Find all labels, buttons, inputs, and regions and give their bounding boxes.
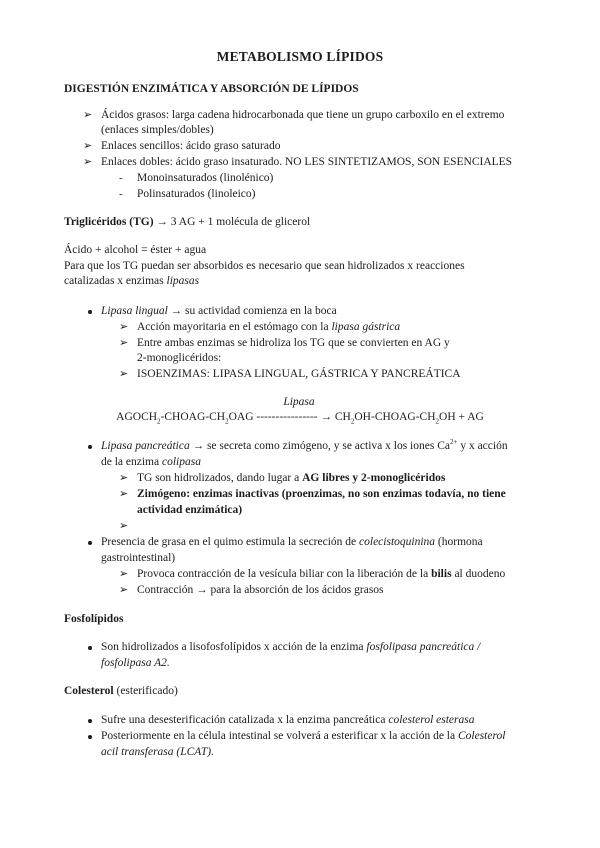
sublist-item-mono: Monoinsaturados (linolénico) — [137, 172, 274, 184]
dash-bullet-icon: - — [119, 172, 123, 184]
page-title: METABOLISMO LÍPIDOS — [216, 49, 384, 64]
posteriormente-line-1 — [101, 729, 505, 744]
fosfolipasa-term: fosfolipasa pancreática / — [366, 641, 481, 653]
calcium-superscript: 2+ — [449, 438, 458, 447]
bilis-term: bilis — [431, 568, 452, 580]
section-heading-fosfolipidos: Fosfolípidos — [64, 613, 124, 625]
bullet-dot-icon — [88, 445, 92, 449]
ag-libres-term: AG libres y 2-monoglicéridos — [302, 472, 446, 484]
arrow-bullet-icon: ➢ — [119, 337, 129, 349]
arrow-bullet-icon: ➢ — [83, 140, 93, 152]
lipasa-pancreatica-line — [101, 439, 508, 454]
provoca-line — [137, 567, 505, 582]
section-heading-digestion: DIGESTIÓN ENZIMÁTICA Y ABSORCIÓN DE LÍPIDOS — [64, 83, 359, 95]
entre-ambas-line-1: Entre ambas enzimas se hidroliza los TG que se convierten en AG y — [137, 337, 450, 349]
paragraph-line-2-text: catalizadas x enzimas — [64, 275, 167, 287]
arrow-bullet-icon: ➢ — [83, 109, 93, 121]
provoca-text-end: al duodeno — [451, 568, 506, 580]
lipasa-lingual-line — [101, 304, 337, 319]
hormona-text: (hormona — [435, 536, 483, 548]
fosfolipidos-line-1 — [101, 640, 480, 655]
reaction-subscript: 2 — [157, 417, 161, 426]
tg-hidrolizados-line — [137, 471, 445, 486]
reaction-equation — [0, 410, 600, 425]
colecistoquinina-term: colecistoquinina — [359, 536, 436, 548]
fosfolipidos-text: Son hidrolizados a lisofosfolípidos x acción de la enzima — [101, 641, 367, 653]
reaction-subscript: 2 — [225, 417, 229, 426]
colipasa-text: de la enzima — [101, 456, 162, 468]
zimogeno-line-2: actividad enzimática) — [137, 504, 243, 516]
reaction-enzyme-label: Lipasa — [283, 396, 315, 408]
ester-line: Ácido + alcohol = éster + agua — [64, 244, 207, 256]
reaction-part: OAG ---------------- → CH — [228, 411, 351, 423]
arrow-bullet-icon: ➢ — [119, 568, 129, 580]
bullet-dot-icon — [88, 310, 92, 314]
contraccion-line: Contracción → para la absorción de los ácidos grasos — [137, 584, 384, 596]
bullet-dot-icon — [88, 719, 92, 723]
gastrointestinal-line: gastrointestinal) — [101, 552, 176, 564]
arrow-bullet-icon: ➢ — [119, 368, 129, 380]
sublist-item-poli: Polinsaturados (linoleico) — [137, 188, 256, 200]
reaction-part: OH + AG — [439, 411, 484, 423]
trigliceridos-label: Triglicéridos (TG) — [64, 216, 154, 228]
list-item-enlaces-sencillos: Enlaces sencillos: ácido graso saturado — [101, 140, 281, 152]
reaction-part: -CHOAG-CH — [160, 411, 226, 423]
paragraph-line-1: Para que los TG puedan ser absorbidos es necesario que sean hidrolizados x reacciones — [64, 260, 465, 272]
list-item-acidos-grasos-cont: (enlaces simples/dobles) — [101, 124, 214, 136]
bullet-dot-icon — [88, 735, 92, 739]
bullet-dot-icon — [88, 646, 92, 650]
colesterol-term: Colesterol — [457, 730, 506, 742]
lipasa-lingual-text: → su actividad comienza en la boca — [167, 305, 337, 317]
colipasa-line — [101, 455, 201, 470]
dash-bullet-icon: - — [119, 188, 123, 200]
reaction-part: OH-CHOAG-CH — [354, 411, 436, 423]
arrow-bullet-icon: ➢ — [83, 156, 93, 168]
arrow-bullet-icon: ➢ — [119, 520, 129, 532]
arrow-bullet-icon: ➢ — [119, 584, 129, 596]
arrow-bullet-icon: ➢ — [119, 472, 129, 484]
trigliceridos-text: → 3 AG + 1 molécula de glicerol — [153, 216, 311, 228]
colesterol-esterasa-term: colesterol esterasa — [388, 714, 475, 726]
lipasa-pancreatica-text-end: y x acción — [457, 440, 508, 452]
colesterol-note: (esterificado) — [113, 685, 178, 697]
paragraph-line-2 — [64, 274, 199, 289]
lipasa-pancreatica-term: Lipasa pancreática — [101, 440, 190, 452]
colipasa-term: colipasa — [161, 456, 201, 468]
zimogeno-line-1: Zimógeno: enzimas inactivas (proenzimas, no son enzimas todavía, no tiene — [137, 488, 506, 500]
entre-ambas-line-2: 2-monoglicéridos: — [137, 352, 222, 364]
presencia-grasa-line — [101, 535, 483, 550]
fosfolipidos-line-2: fosfolipasa A2. — [101, 657, 170, 669]
posteriormente-text: Posteriormente en la célula intestinal se volverá a esterificar x la acción de la — [101, 730, 458, 742]
posteriormente-line-2: acil transferasa (LCAT). — [101, 746, 214, 758]
arrow-bullet-icon: ➢ — [119, 321, 129, 333]
list-item-enlaces-dobles: Enlaces dobles: ácido graso insaturado. NO LES SINTETIZAMOS, SON ESENCIALES — [101, 156, 513, 168]
accion-text: Acción mayoritaria en el estómago con la — [137, 321, 332, 333]
trigliceridos-line — [64, 215, 310, 230]
isoenzimas-line: ISOENZIMAS: LIPASA LINGUAL, GÁSTRICA Y PANCREÁTICA — [137, 368, 461, 380]
reaction-part: AGOCH — [116, 411, 158, 423]
bullet-dot-icon — [88, 541, 92, 545]
lipasas-term: lipasas — [166, 275, 200, 287]
lipasa-pancreatica-text: → se secreta como zimógeno, y se activa x los iones Ca — [189, 440, 450, 452]
colesterol-heading-line — [64, 684, 178, 699]
list-item-acidos-grasos: Ácidos grasos: larga cadena hidrocarbonada que tiene un grupo carboxilo en el extremo — [101, 109, 505, 121]
reaction-subscript: 2 — [435, 417, 440, 426]
lipasa-gastrica-term: lipasa gástrica — [331, 321, 401, 333]
arrow-bullet-icon: ➢ — [119, 488, 129, 500]
section-heading-colesterol: Colesterol — [64, 685, 114, 697]
reaction-subscript: 2 — [350, 417, 355, 426]
tg-hidrolizados-text: TG son hidrolizados, dando lugar a — [137, 472, 303, 484]
provoca-text: Provoca contracción de la vesícula biliar con la liberación de la — [137, 568, 432, 580]
sufre-text: Sufre una desesterificación catalizada x la enzima pancreática — [101, 714, 389, 726]
accion-line — [137, 320, 400, 335]
lipasa-lingual-term: Lipasa lingual — [101, 305, 168, 317]
presencia-grasa-text: Presencia de grasa en el quimo estimula la secreción de — [101, 536, 360, 548]
sufre-line — [101, 713, 474, 728]
